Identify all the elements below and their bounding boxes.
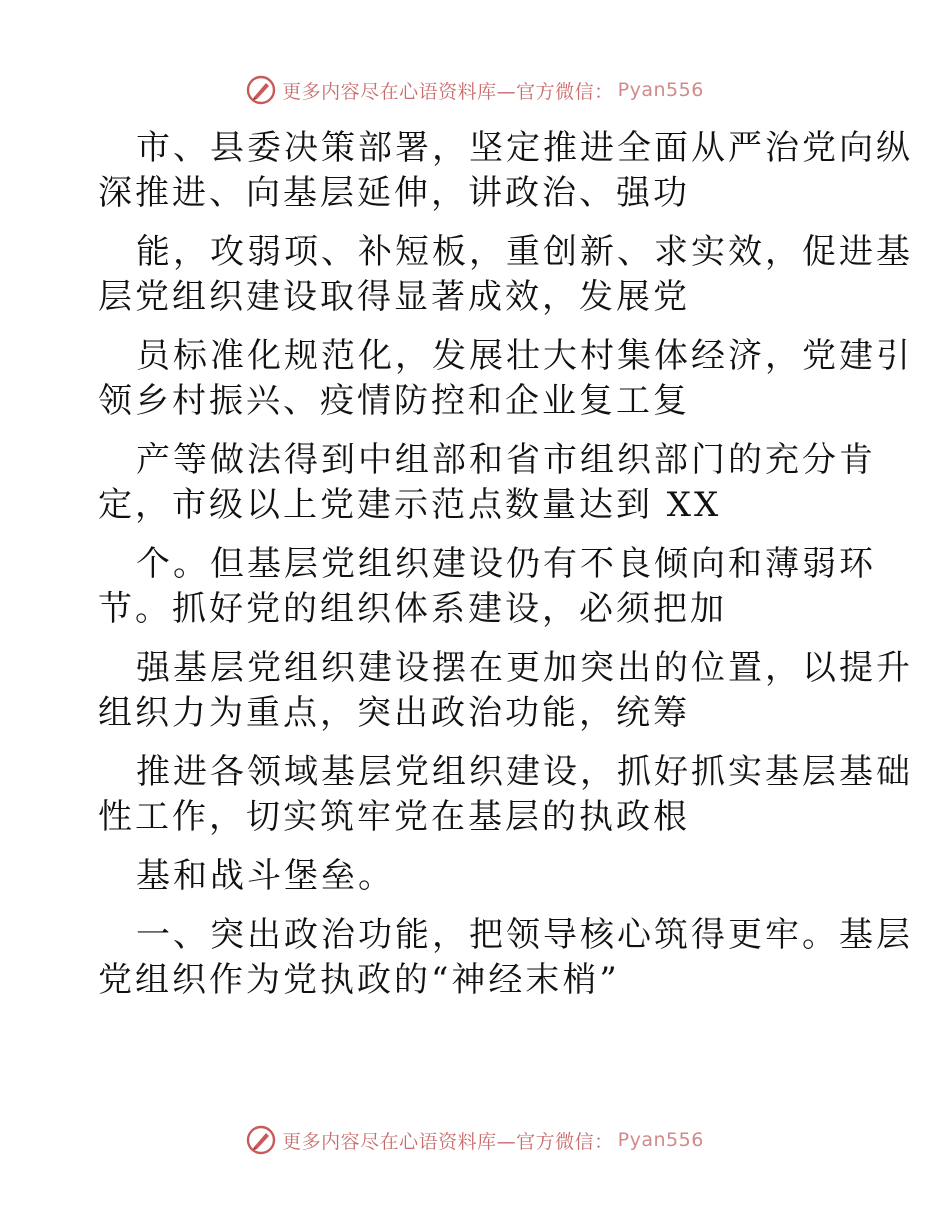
watermark-text: 更多内容尽在心语资料库—官方微信：: [282, 80, 614, 103]
watermark-text: 更多内容尽在心语资料库—官方微信：: [282, 1130, 614, 1153]
text-line: 能，攻弱项、补短板，重创新、求实效，促进基: [136, 232, 913, 272]
text-line: 强基层党组织建设摆在更加突出的位置，以提升: [136, 648, 913, 688]
watermark-wechat-id: Pyan556: [617, 1129, 704, 1151]
pen-logo-icon: [246, 1125, 276, 1155]
text-line: 定，市级以上党建示范点数量达到 XX: [98, 485, 722, 525]
text-line: 产等做法得到中组部和省市组织部门的充分肯: [136, 440, 876, 480]
watermark-footer: [0, 1120, 950, 1160]
text-line: 领乡村振兴、疫情防控和企业复工复: [98, 381, 690, 421]
text-line: 性工作，切实筑牢党在基层的执政根: [98, 797, 690, 837]
text-line: 市、县委决策部署，坚定推进全面从严治党向纵: [136, 128, 913, 168]
text-line: 组织力为重点，突出政治功能，统筹: [98, 693, 690, 733]
document-body: [98, 126, 913, 1003]
text-line: 基和战斗堡垒。: [136, 856, 395, 896]
text-line: 员标准化规范化，发展壮大村集体经济，党建引: [136, 336, 913, 376]
text-line: 推进各领域基层党组织建设，抓好抓实基层基础: [136, 752, 913, 792]
text-line: 节。抓好党的组织体系建设，必须把加: [98, 589, 727, 629]
text-line: 深推进、向基层延伸，讲政治、强功: [98, 173, 690, 213]
text-line: 一、突出政治功能，把领导核心筑得更牢。基层: [136, 915, 913, 955]
watermark-header: [0, 70, 950, 110]
pen-logo-icon: [246, 75, 276, 105]
watermark-wechat-id: Pyan556: [617, 79, 704, 101]
text-line: 层党组织建设取得显著成效，发展党: [98, 277, 690, 317]
text-line: 个。但基层党组织建设仍有不良倾向和薄弱环: [136, 544, 876, 584]
text-line: 党组织作为党执政的“神经末梢”: [98, 960, 620, 1000]
